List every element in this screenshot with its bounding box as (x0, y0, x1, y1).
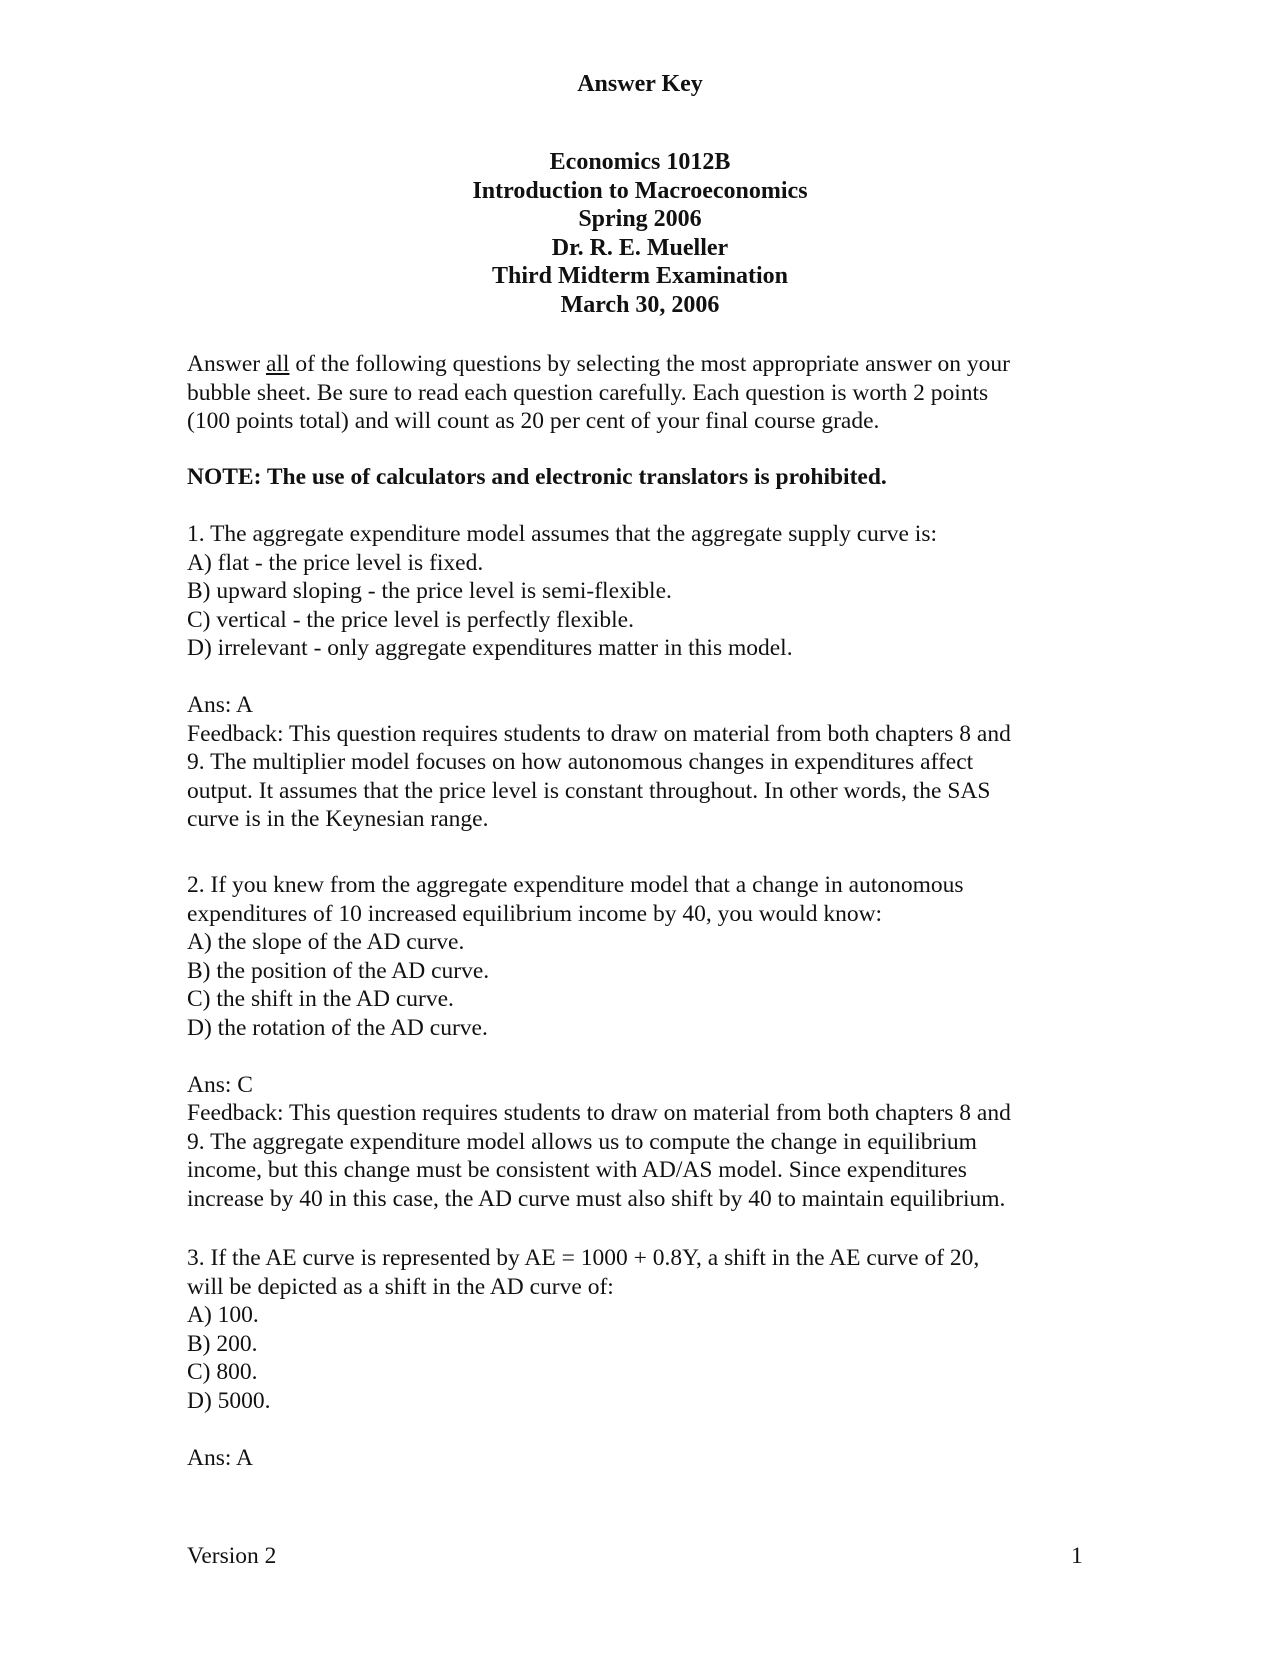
question-1 (187, 520, 1087, 834)
course-info (0, 148, 1280, 319)
version-label: Version 2 (187, 1543, 277, 1569)
question-stem: will be depicted as a shift in the AD curve of: (187, 1273, 614, 1300)
feedback-line: 9. The multiplier model focuses on how autonomous changes in expenditures affect (187, 749, 974, 775)
option-a: A) the slope of the AD curve. (187, 929, 465, 955)
option-b: B) upward sloping - the price level is semi-flexible. (187, 578, 672, 604)
feedback-line: curve is in the Keynesian range. (187, 806, 489, 832)
option-a: A) 100. (187, 1302, 259, 1328)
option-b: B) 200. (187, 1330, 258, 1357)
instructor: Dr. R. E. Mueller (551, 234, 729, 261)
question-3 (187, 1244, 1087, 1472)
instructions-emphasis: all (265, 351, 290, 377)
option-d: D) the rotation of the AD curve. (187, 1014, 488, 1041)
calculator-note: NOTE: The use of calculators and electronic translators is prohibited. (187, 464, 887, 490)
answer: Ans: A (187, 1444, 253, 1471)
option-c: C) vertical - the price level is perfectly flexible. (187, 606, 634, 633)
answer: Ans: C (187, 1071, 253, 1098)
instructions-line-3: (100 points total) and will count as 20 per cent of your final course grade. (187, 408, 880, 434)
question-stem: 1. The aggregate expenditure model assumes that the aggregate supply curve is: (187, 521, 938, 547)
option-a: A) flat - the price level is fixed. (187, 549, 484, 576)
question-stem: 2. If you knew from the aggregate expenditure model that a change in autonomous (187, 872, 964, 898)
option-d: D) irrelevant - only aggregate expenditures matter in this model. (187, 635, 793, 661)
question-stem: expenditures of 10 increased equilibrium income by 40, you would know: (187, 900, 883, 927)
option-c: C) the shift in the AD curve. (187, 986, 454, 1012)
instructions (187, 350, 1087, 436)
course-code: Economics 1012B (549, 149, 731, 175)
instructions-pre: Answer (187, 351, 266, 377)
feedback-line: 9. The aggregate expenditure model allows us to compute the change in equilibrium (187, 1128, 977, 1155)
instructions-line-2: bubble sheet. Be sure to read each question carefully. Each question is worth 2 points (187, 379, 989, 406)
instructions-line-1 (187, 350, 1087, 379)
feedback-line: income, but this change must be consistent with AD/AS model. Since expenditures (187, 1157, 967, 1183)
exam-date: March 30, 2006 (560, 291, 720, 318)
feedback-line: increase by 40 in this case, the AD curve must also shift by 40 to maintain equilibrium. (187, 1185, 1006, 1212)
term: Spring 2006 (578, 206, 702, 232)
feedback-line: Feedback: This question requires students to draw on material from both chapters 8 and (187, 1100, 1011, 1126)
option-d: D) 5000. (187, 1387, 271, 1414)
answer: Ans: A (187, 692, 253, 718)
exam-name: Third Midterm Examination (491, 263, 788, 289)
instructions-line1-rest: of the following questions by selecting the most appropriate answer on your (289, 351, 1010, 377)
course-name: Introduction to Macroeconomics (472, 177, 808, 204)
question-2 (187, 871, 1087, 1213)
option-b: B) the position of the AD curve. (187, 957, 490, 984)
feedback-line: Feedback: This question requires students to draw on material from both chapters 8 and (187, 720, 1011, 747)
feedback-line: output. It assumes that the price level is constant throughout. In other words, the SAS (187, 777, 991, 804)
option-c: C) 800. (187, 1359, 258, 1385)
question-stem: 3. If the AE curve is represented by AE = 1000 + 0.8Y, a shift in the AE curve of 20, (187, 1245, 980, 1271)
page-number: 1 (1071, 1543, 1083, 1569)
answer-key-title: Answer Key (577, 71, 703, 97)
